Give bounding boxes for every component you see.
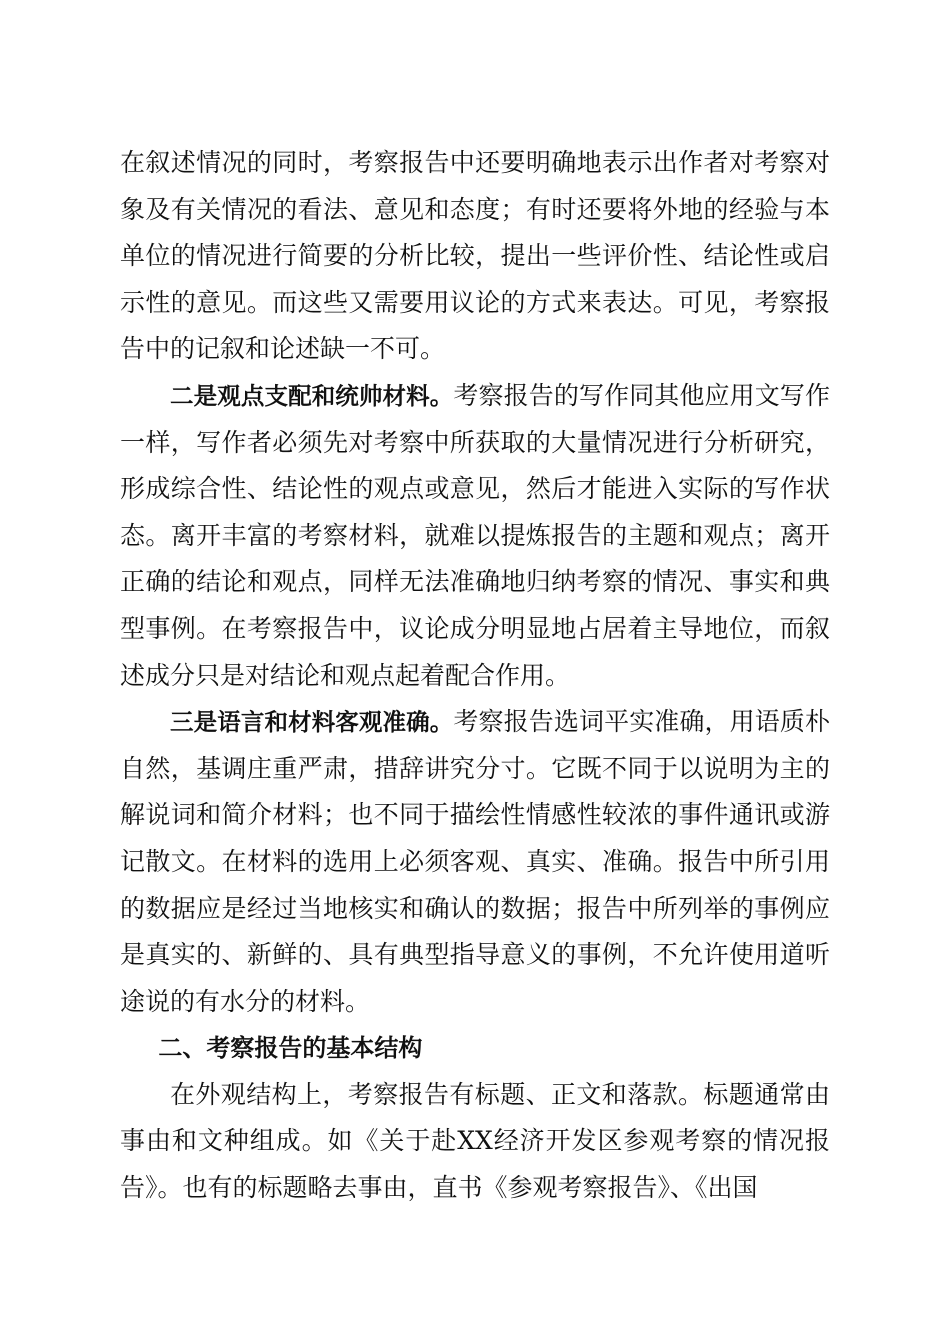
paragraph-external-structure: 在外观结构上，考察报告有标题、正文和落款。标题通常由事由和文种组成。如《关于赴XX经济开发区参观考察的情况报告》。也有的标题略去事由，直书《参观考察报告》、《出国: [120, 1079, 830, 1203]
paragraph-lead-phrase: 三是语言和材料客观准确。: [170, 708, 454, 737]
document-body: [120, 140, 830, 1212]
paragraph-language-objective-accurate: [120, 699, 830, 1025]
section-heading-basic-structure: 二、考察报告的基本结构: [158, 1034, 423, 1063]
paragraph-body-text: 考察报告选词平实准确，用语质朴自然，基调庄重严肃，措辞讲究分寸。它既不同于以说明为主的解说词和简介材料；也不同于描绘性情感性较浓的事件通讯或游记散文。在材料的选用上必须客观、真实、准确。报告中所引用的数据应是经过当地核实和确认的数据；报告中所列举的事例应是真实的、新鲜的、具有典型指导意义的事例，不允许使用道听途说的有水分的材料。: [120, 707, 830, 1016]
paragraph-lead-phrase: 二是观点支配和统帅材料。: [170, 381, 454, 410]
paragraph-body-text: 考察报告的写作同其他应用文写作一样，写作者必须先对考察中所获取的大量情况进行分析研究，形成综合性、结论性的观点或意见，然后才能进入实际的写作状态。离开丰富的考察材料，就难以提炼报告的主题和观点；离开正确的结论和观点，同样无法准确地归纳考察的情况、事实和典型事例。在考察报告中，议论成分明显地占居着主导地位，而叙述成分只是对结论和观点起着配合作用。: [120, 380, 830, 690]
paragraph-narration-and-argument: 在叙述情况的同时，考察报告中还要明确地表示出作者对考察对象及有关情况的看法、意见和态度；有时还要将外地的经验与本单位的情况进行简要的分析比较，提出一些评价性、结论性或启示性的意见。而这些又需要用议论的方式来表达。可见，考察报告中的记叙和论述缺一不可。: [120, 148, 830, 364]
paragraph-viewpoint-dominates-material: [120, 373, 830, 699]
